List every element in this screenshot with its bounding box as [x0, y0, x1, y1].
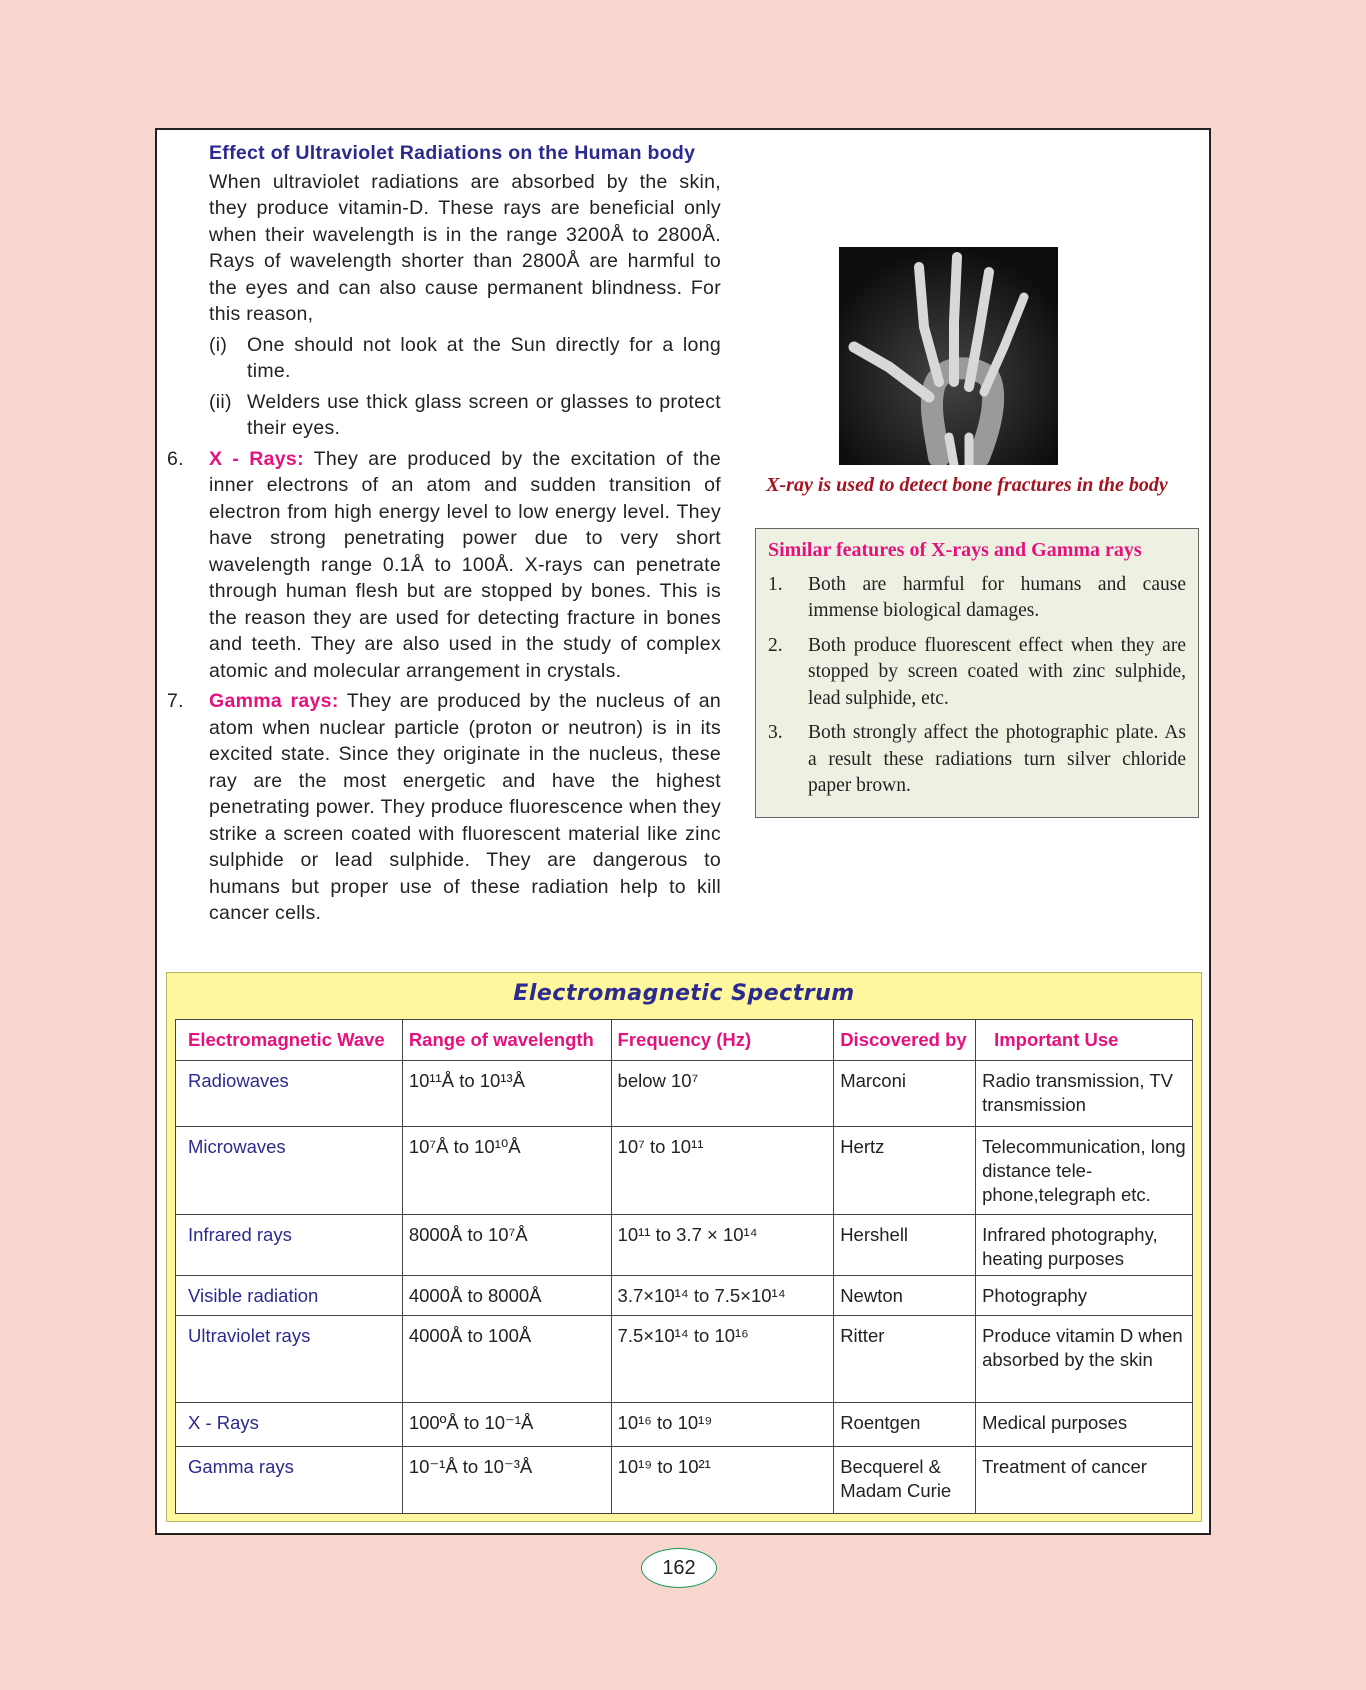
feature-item [768, 572, 1186, 625]
page-number: 162 [641, 1548, 717, 1588]
frequency: below 10⁷ [611, 1061, 834, 1127]
textbook-page [155, 128, 1211, 1535]
column-header: Electromagnetic Wave [176, 1020, 403, 1061]
discoverer: Hertz [834, 1127, 976, 1215]
wavelength-range: 100ºÅ to 10⁻¹Å [402, 1403, 611, 1447]
point-number: (ii) [209, 390, 232, 413]
column-header: Important Use [976, 1020, 1193, 1061]
discoverer: Becquerel & Madam Curie [834, 1447, 976, 1514]
wave-name: Ultraviolet rays [176, 1316, 403, 1403]
important-use: Produce vitamin D when absorbed by the skin [976, 1316, 1193, 1403]
similar-features-box [755, 528, 1199, 818]
discoverer: Newton [834, 1276, 976, 1316]
frequency: 10¹¹ to 3.7 × 10¹⁴ [611, 1215, 834, 1276]
wave-name: Microwaves [176, 1127, 403, 1215]
feature-number: 3. [768, 722, 783, 743]
discoverer: Ritter [834, 1316, 976, 1403]
frequency: 7.5×10¹⁴ to 10¹⁶ [611, 1316, 834, 1403]
xray-caption: X-ray is used to detect bone fractures in the body [766, 474, 1168, 496]
wavelength-range: 10⁻¹Å to 10⁻³Å [402, 1447, 611, 1514]
item-number: 7. [167, 690, 184, 712]
similar-features-title: Similar features of X-rays and Gamma rays [768, 539, 1142, 561]
feature-number: 2. [768, 634, 783, 656]
discoverer: Roentgen [834, 1403, 976, 1447]
item-gamma-rays [167, 688, 721, 927]
point-number: (i) [209, 333, 228, 356]
important-use: Radio transmission, TV transmission [976, 1061, 1193, 1127]
discoverer: Marconi [834, 1061, 976, 1127]
column-header: Frequency (Hz) [611, 1020, 834, 1061]
item-text: They are produced by the excitation of the inner electrons of an atom and sudden transition of electron from high energy level to low energy level. They have strong penetrating power due to very short wavelength range 0.1Å to 100Å. X-rays can penetrate through human flesh but are stopped by bones. This is the reason they are used for detecting fracture in bones and teeth. They are also used in the study of complex atomic and molecular arrangement in crystals. [209, 447, 721, 682]
table-header-row [176, 1020, 1193, 1061]
wavelength-range: 4000Å to 8000Å [402, 1276, 611, 1316]
important-use: Treatment of cancer [976, 1447, 1193, 1514]
item-title: Gamma rays: [209, 690, 339, 712]
frequency: 3.7×10¹⁴ to 7.5×10¹⁴ [611, 1276, 834, 1316]
frequency: 10¹⁹ to 10²¹ [611, 1447, 834, 1514]
important-use: Telecommunication, long distance tele-phone,telegraph etc. [976, 1127, 1193, 1215]
hand-xray-image [839, 247, 1058, 465]
column-header: Discovered by [834, 1020, 976, 1061]
wavelength-range: 4000Å to 100Å [402, 1316, 611, 1403]
table-row [176, 1127, 1193, 1215]
spectrum-title: Electromagnetic Spectrum [513, 981, 855, 1006]
wavelength-range: 10¹¹Å to 10¹³Å [402, 1061, 611, 1127]
column-header: Range of wavelength [402, 1020, 611, 1061]
item-text: They are produced by the nucleus of an atom when nuclear particle (proton or neutron) is in its excited state. Since they originate in the nucleus, these ray are the most energetic and have the highest penetrating power. They produce fluorescence when they strike a screen coated with fluorescent material like zinc sulphide or lead sulphide. They are dangerous to humans but proper use of these radiation help to kill cancer cells. [209, 690, 722, 924]
frequency: 10¹⁶ to 10¹⁹ [611, 1403, 834, 1447]
discoverer: Hershell [834, 1215, 976, 1276]
uv-paragraph: When ultraviolet radiations are absorbed by the skin, they produce vitamin-D. These rays are beneficial only when their wavelength is in the range 3200Å to 2800Å. Rays of wavelength shorter than 2800Å are harmful to the eyes and can also cause permanent blindness. For this reason, [209, 170, 721, 325]
spectrum-box [166, 972, 1202, 1522]
point-text: One should not look at the Sun directly for a long time. [247, 333, 721, 382]
item-title: X - Rays: [209, 447, 304, 470]
feature-item [768, 720, 1186, 800]
table-row [176, 1447, 1193, 1514]
wave-name: Infrared rays [176, 1215, 403, 1276]
table-row [176, 1403, 1193, 1447]
feature-text: Both produce fluorescent effect when they are stopped by screen coated with zinc sulphide, lead sulphide, etc. [808, 634, 1186, 709]
feature-number: 1. [768, 573, 783, 595]
item-x-rays [167, 446, 721, 685]
table-row [176, 1215, 1193, 1276]
left-column [167, 140, 722, 927]
wave-name: Radiowaves [176, 1061, 403, 1127]
wave-name: Visible radiation [176, 1276, 403, 1316]
feature-text: Both strongly affect the photographic plate. As a result these radiations turn silver chloride paper brown. [808, 722, 1186, 796]
spectrum-table [175, 1019, 1193, 1514]
wavelength-range: 10⁷Å to 10¹⁰Å [402, 1127, 611, 1215]
important-use: Medical purposes [976, 1403, 1193, 1447]
table-row [176, 1316, 1193, 1403]
point-text: Welders use thick glass screen or glasses to protect their eyes. [247, 390, 721, 439]
wave-name: Gamma rays [176, 1447, 403, 1514]
wavelength-range: 8000Å to 10⁷Å [402, 1215, 611, 1276]
feature-text: Both are harmful for humans and cause immense biological damages. [808, 573, 1186, 621]
frequency: 10⁷ to 10¹¹ [611, 1127, 834, 1215]
table-row [176, 1276, 1193, 1316]
uv-heading: Effect of Ultraviolet Radiations on the Human body [209, 142, 696, 164]
item-number: 6. [167, 447, 184, 470]
important-use: Infrared photography, heating purposes [976, 1215, 1193, 1276]
feature-item [768, 633, 1186, 713]
table-row [176, 1061, 1193, 1127]
uv-point [209, 389, 721, 442]
uv-point [209, 332, 721, 385]
important-use: Photography [976, 1276, 1193, 1316]
wave-name: X - Rays [176, 1403, 403, 1447]
